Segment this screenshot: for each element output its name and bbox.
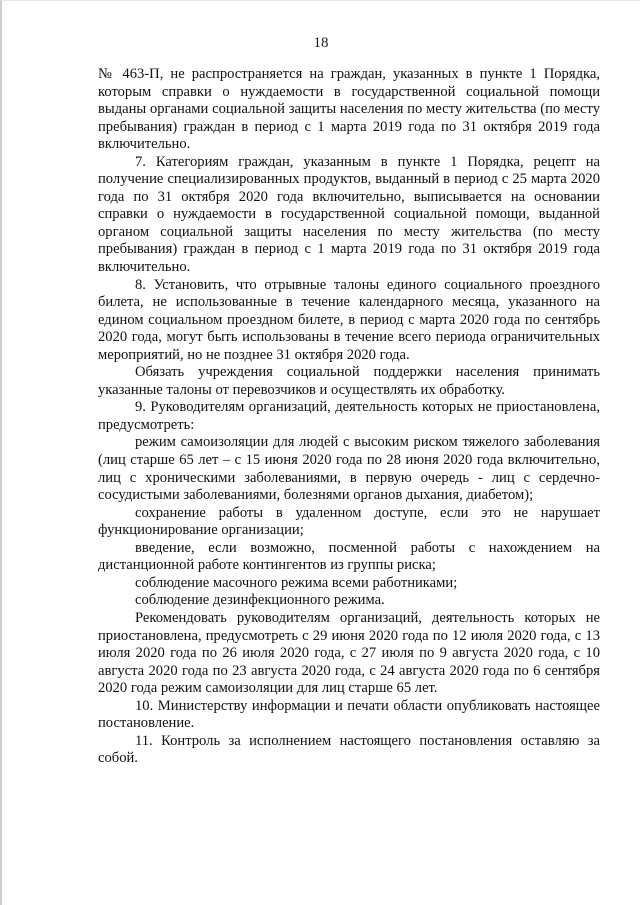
paragraph-item-9-remote-work: сохранение работы в удаленном доступе, если это не нарушает функционирование организации;	[98, 504, 600, 539]
document-body	[98, 66, 600, 768]
page-number: 18	[313, 35, 329, 51]
paragraph-continuation: № 463-П, не распространяется на граждан, указанных в пункте 1 Порядка, которым справки о нуждаемости в государственной социальной помощи выданы органами социальной защиты населения по месту жительства (по месту пребывания) граждан в период с 1 марта 2019 года по 31 октября 2019 года включительно.	[98, 66, 600, 153]
paragraph-item-11: 11. Контроль за исполнением настоящего постановления оставляю за собой.	[98, 732, 600, 767]
paragraph-item-9-disinfection: соблюдение дезинфекционного режима.	[135, 592, 385, 609]
paragraph-item-9-shift-work: введение, если возможно, посменной работы с нахождением на дистанционной работе контингентов из группы риска;	[98, 539, 600, 574]
paragraph-item-7: 7. Категориям граждан, указанным в пункте 1 Порядка, рецепт на получение специализированных продуктов, выданный в период с 25 марта 2020 года по 31 октября 2020 года включительно, выписывается на основании справки о нуждаемости в государственной социальной помощи, выданной органом социальной защиты населения по месту жительства (по месту пребывания) граждан в период с 1 марта 2019 года по 31 октября 2019 года включительно.	[98, 153, 600, 276]
paragraph-item-8-obligation: Обязать учреждения социальной поддержки населения принимать указанные талоны от перевозчиков и осуществлять их обработку.	[98, 364, 600, 398]
paragraph-item-9-masks: соблюдение масочного режима всеми работниками;	[135, 574, 458, 591]
paragraph-item-9: 9. Руководителям организаций, деятельность которых не приостановлена, предусмотреть:	[98, 399, 600, 433]
paragraph-item-10: 10. Министерству информации и печати области опубликовать настоящее постановление.	[98, 697, 600, 732]
paragraph-recommendation: Рекомендовать руководителям организаций, деятельность которых не приостановлена, предусмотреть с 29 июня 2020 года по 12 июля 2020 года, с 13 июля 2020 года по 26 июля 2020 года, с 27 июля по 9 августа 2020 года, с 10 августа 2020 года по 23 августа 2020 года, с 24 августа 2020 года по 6 сентября 2020 года режим самоизоляции для лиц старше 65 лет.	[98, 609, 600, 697]
paragraph-item-8: 8. Установить, что отрывные талоны единого социального проездного билета, не использованные в течение календарного месяца, указанного на едином социальном проездном билете, в период с марта 2020 года по сентябрь 2020 года, могут быть использованы в течение всего периода ограничительных мероприятий, но не позднее 31 октября 2020 года.	[98, 276, 600, 363]
paragraph-item-9-self-isolation: режим самоизоляции для людей с высоким риском тяжелого заболевания (лиц старше 65 лет – с 15 июня 2020 года по 28 июня 2020 года включительно, лиц с хроническими заболеваниями, в первую очередь - лиц с сердечно-сосудистыми заболеваниями, болезнями органов дыхания, диабетом);	[98, 434, 600, 504]
